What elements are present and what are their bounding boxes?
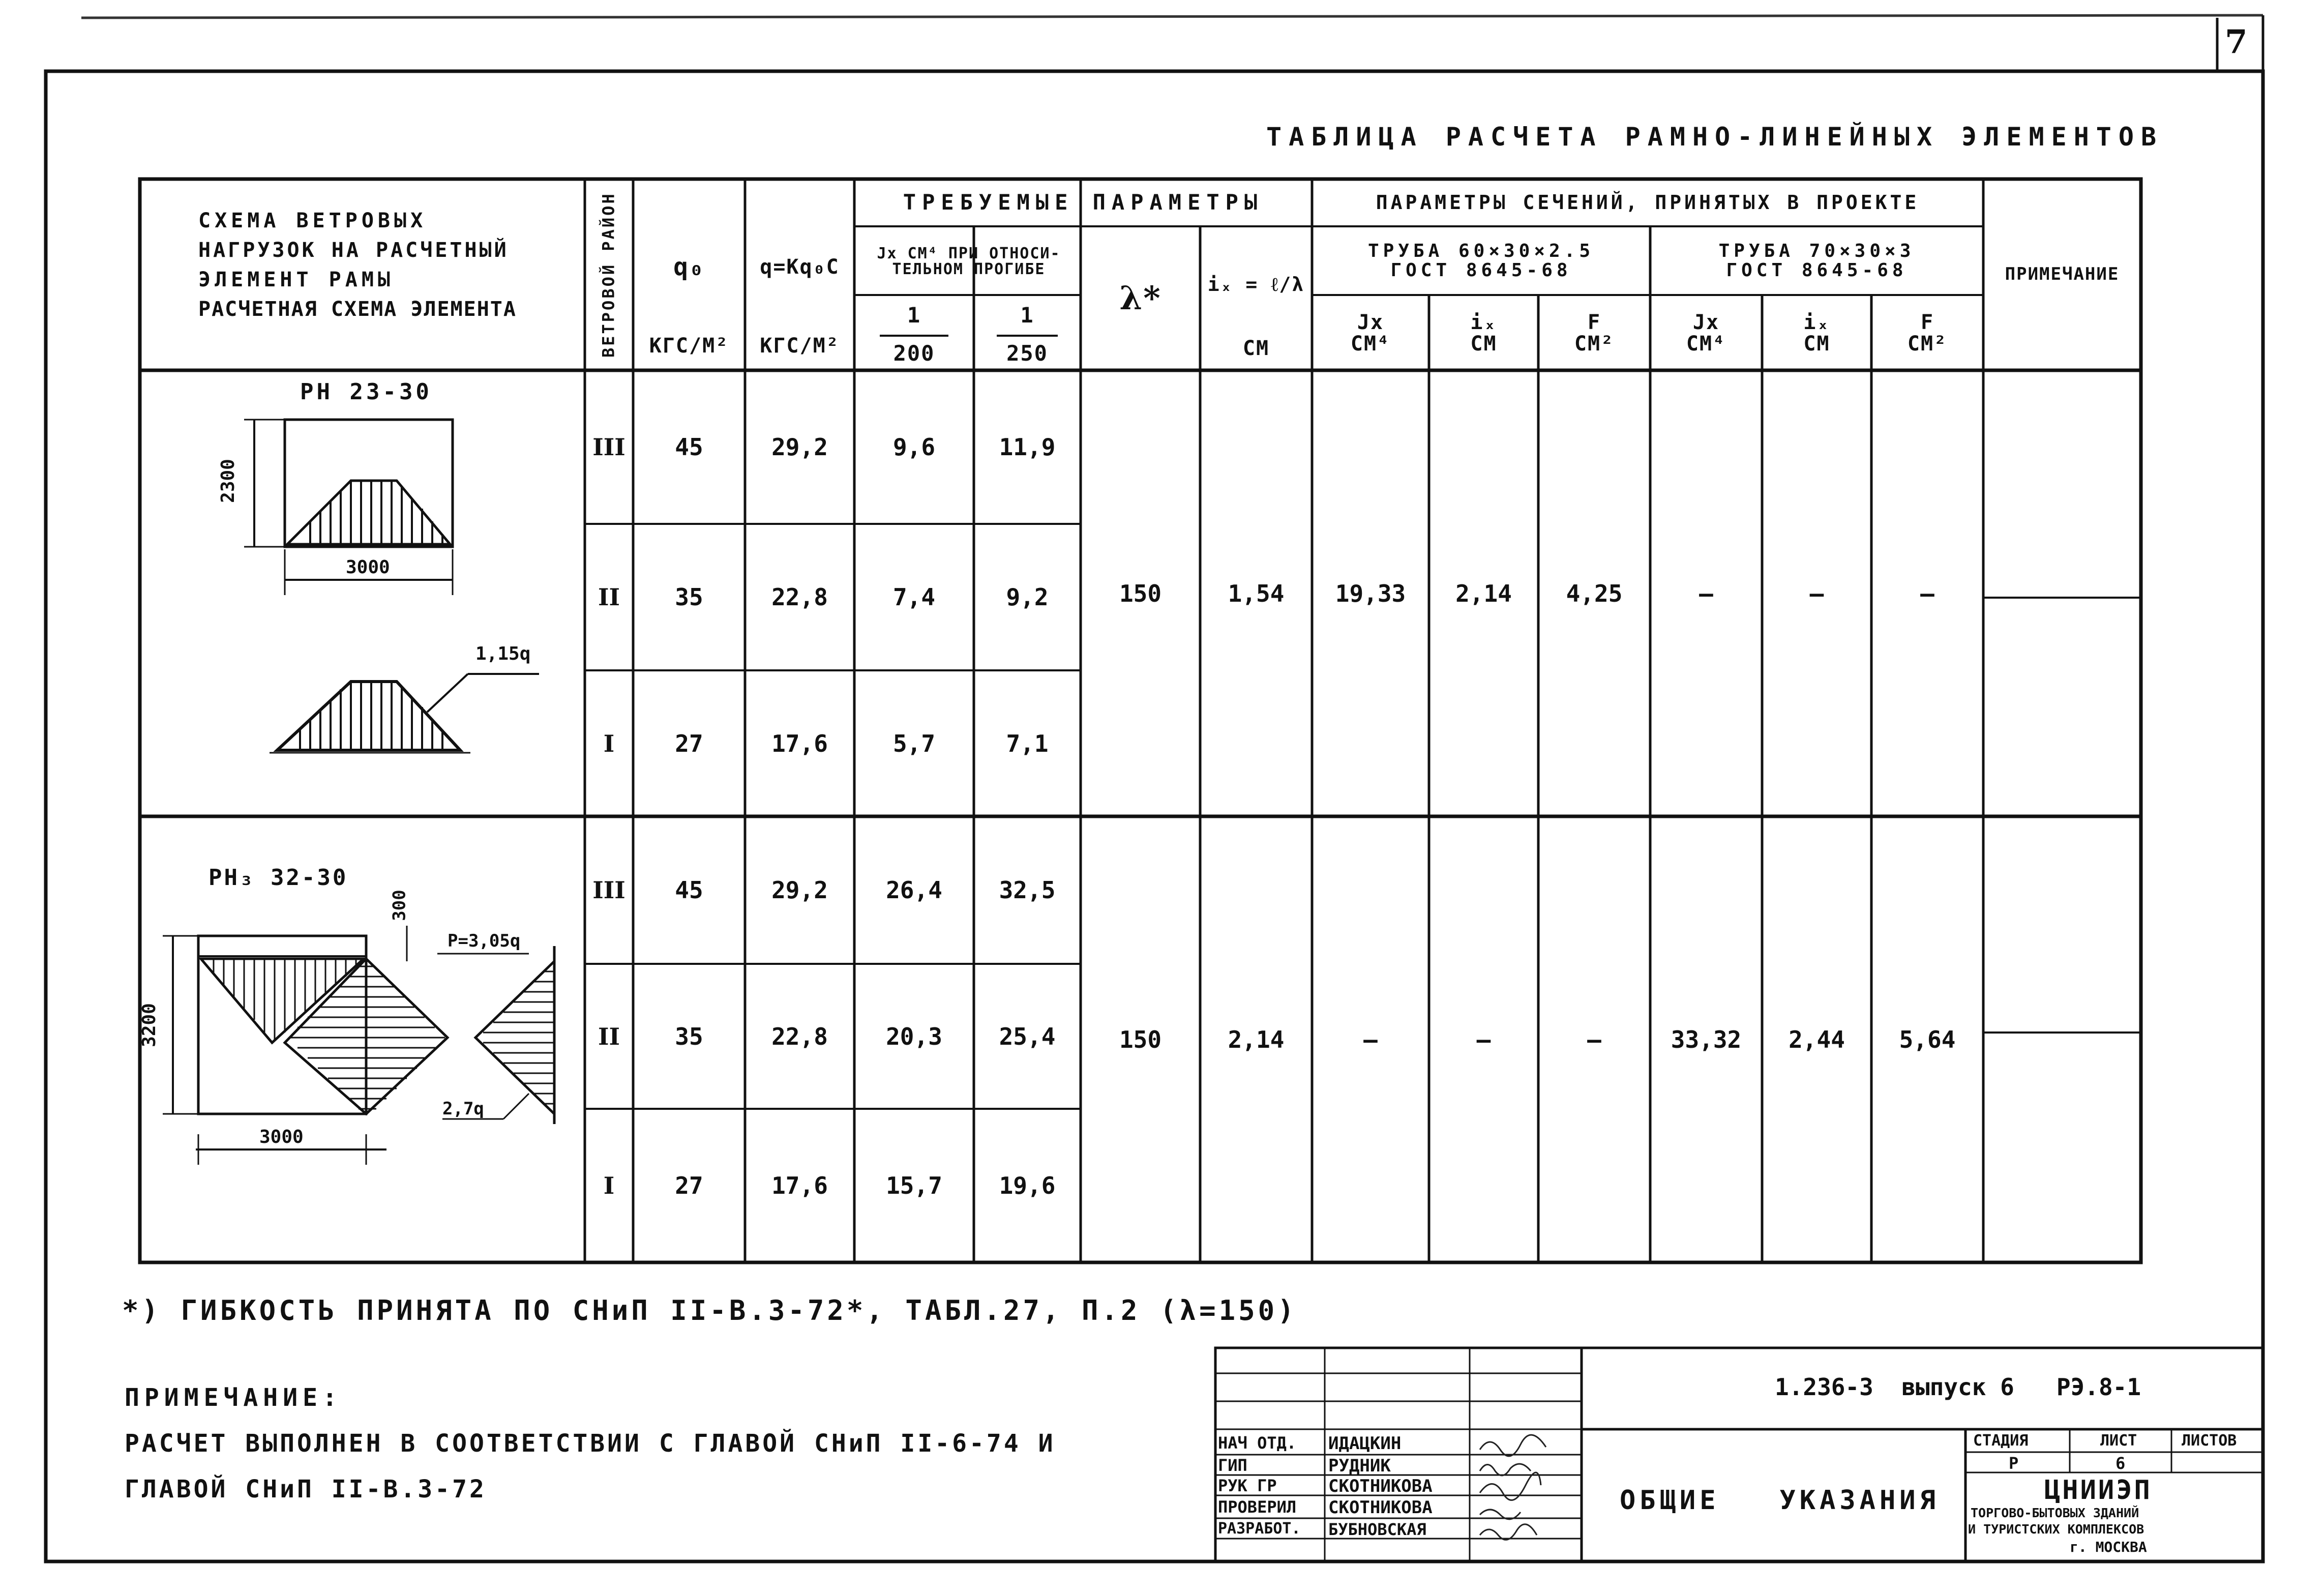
header-scheme-line1: СХЕМА ВЕТРОВЫХ <box>198 209 427 232</box>
header-ix-unit: СМ <box>1242 337 1270 360</box>
header-q: q=Kq₀C <box>760 255 840 279</box>
g1-r1-region: III <box>592 433 625 461</box>
table-title: ТАБЛИЦА РАСЧЕТА РАМНО-ЛИНЕЙНЫХ ЭЛЕМЕНТОВ <box>1266 122 2164 152</box>
header-section-params: ПАРАМЕТРЫ СЕЧЕНИЙ, ПРИНЯТЫХ В ПРОЕКТЕ <box>1376 191 1920 214</box>
g2-r1-q: 29,2 <box>771 876 828 904</box>
g1-r2-j250: 9,2 <box>1006 583 1049 611</box>
header-pipe1-jx-label: Jx <box>1357 311 1384 334</box>
tb-role-4: ПРОВЕРИЛ <box>1218 1497 1297 1517</box>
header-frac2-num: 1 <box>1020 302 1034 328</box>
scheme2-name: РН₃ 32-30 <box>208 865 348 891</box>
header-scheme-line3: ЭЛЕМЕНТ РАМЫ <box>198 268 394 291</box>
header-pipe1-ix-unit: СМ <box>1470 332 1497 356</box>
g2-r1-q0: 45 <box>675 876 703 904</box>
tb-name-3: СКОТНИКОВА <box>1328 1476 1433 1496</box>
g2-r2-region: II <box>598 1022 620 1050</box>
scheme1-name: РН 23-30 <box>300 379 432 405</box>
g1-pipe1-ix: 2,14 <box>1455 579 1512 607</box>
header-scheme-line2: НАГРУЗОК НА РАСЧЕТНЫЙ <box>198 239 509 262</box>
header-pipe2-jx-unit: СМ⁴ <box>1686 332 1726 356</box>
g2-lambda: 150 <box>1119 1025 1162 1053</box>
scheme2-dim-top: 300 <box>389 890 410 921</box>
g1-pipe2-jx: — <box>1699 579 1713 607</box>
tb-stage: Р <box>2009 1454 2019 1473</box>
tb-role-1: НАЧ ОТД. <box>1218 1433 1297 1453</box>
tb-name-1: ИДАЦКИН <box>1328 1433 1402 1454</box>
g1-pipe1-jx: 19,33 <box>1335 579 1406 607</box>
header-pipe2-jx-label: Jx <box>1692 311 1720 334</box>
header-pipe1-line2: ГОСТ 8645-68 <box>1390 260 1572 281</box>
header-pipe2-f-unit: СМ² <box>1907 332 1948 356</box>
g2-r2-j250: 25,4 <box>999 1022 1056 1050</box>
header-pipe2-ix-unit: СМ <box>1803 332 1830 356</box>
g1-r3-j200: 5,7 <box>892 729 936 757</box>
page-number: 7 <box>2225 23 2248 61</box>
org-name: ЦНИИЭП <box>2044 1475 2152 1506</box>
footnote: *) ГИБКОСТЬ ПРИНЯТА ПО СНиП II-В.3-72*, ТАБЛ.27, П.2 (λ=150) <box>122 1294 1297 1326</box>
header-pipe2-f-label: F <box>1920 311 1934 334</box>
g1-r3-q: 17,6 <box>771 729 828 757</box>
header-pipe2-line1: ТРУБА 70×30×3 <box>1718 241 1915 262</box>
scheme1-dim-width: 3000 <box>346 557 390 578</box>
header-pipe1-line1: ТРУБА 60×30×2.5 <box>1367 241 1595 262</box>
g1-pipe2-f: — <box>1920 579 1934 607</box>
g2-r3-j250: 19,6 <box>999 1172 1056 1199</box>
header-required-params: ТРЕБУЕМЫЕ ПАРАМЕТРЫ <box>903 190 1264 215</box>
remark-title: ПРИМЕЧАНИЕ: <box>125 1383 342 1412</box>
header-pipe1-f <box>1538 298 1650 369</box>
g1-r1-q: 29,2 <box>771 433 828 461</box>
sheet-name: ОБЩИЕ УКАЗАНИЯ <box>1620 1485 1940 1516</box>
org-line3: И ТУРИСТСКИХ КОМПЛЕКСОВ <box>1968 1522 2144 1537</box>
header-pipe2-line2: ГОСТ 8645-68 <box>1726 260 1908 281</box>
header-pipe2-ix <box>1762 298 1871 369</box>
header-pipe2-ix-label: iₓ <box>1803 311 1830 334</box>
g2-r3-q: 17,6 <box>771 1172 828 1199</box>
tb-role-5: РАЗРАБОТ. <box>1218 1520 1301 1538</box>
g1-lambda: 150 <box>1119 579 1162 607</box>
header-frac1-num: 1 <box>907 302 921 328</box>
header-scheme-line4: РАСЧЕТНАЯ СХЕМА ЭЛЕМЕНТА <box>198 298 517 321</box>
g1-r3-region: I <box>603 729 615 757</box>
header-pipe1-f-unit: СМ² <box>1574 332 1615 356</box>
org-line2: ТОРГОВО-БЫТОВЫХ ЗДАНИЙ <box>1971 1506 2139 1520</box>
header-frac2-den: 250 <box>1006 340 1048 366</box>
g1-r1-j200: 9,6 <box>892 433 936 461</box>
scheme1-dim-height: 2300 <box>217 459 239 503</box>
g2-r2-q: 22,8 <box>771 1022 828 1050</box>
g2-pipe2-ix: 2,44 <box>1789 1025 1845 1053</box>
g2-pipe1-jx: — <box>1363 1025 1378 1053</box>
g1-r2-j200: 7,4 <box>892 583 936 611</box>
header-frac1-den: 200 <box>893 340 935 366</box>
header-jx-required: Jx СМ⁴ ПРИ ОТНОСИ- ТЕЛЬНОМ ПРОГИБЕ <box>877 244 1061 278</box>
g2-pipe2-f: 5,64 <box>1899 1025 1956 1053</box>
scheme2-load-label2: 2,7q <box>442 1099 484 1119</box>
g1-ix: 1,54 <box>1228 579 1285 607</box>
tb-name-4: СКОТНИКОВА <box>1328 1497 1433 1518</box>
remark-line2: ГЛАВОЙ СНиП II-В.3-72 <box>125 1475 487 1503</box>
header-pipe1-jx <box>1312 298 1429 369</box>
g2-r3-j200: 15,7 <box>886 1172 942 1199</box>
tb-role-2: ГИП <box>1218 1456 1247 1475</box>
org-line4: г. МОСКВА <box>2070 1539 2147 1555</box>
g1-pipe1-f: 4,25 <box>1566 579 1623 607</box>
tb-name-2: РУДНИК <box>1328 1456 1391 1476</box>
tb-sheet-label: ЛИСТ <box>2100 1432 2137 1450</box>
g2-r2-j200: 20,3 <box>886 1022 942 1050</box>
g1-r1-j250: 11,9 <box>999 433 1056 461</box>
scheme2-load-label: P=3,05q <box>448 931 521 951</box>
tb-sheet: 6 <box>2116 1454 2126 1473</box>
scheme1-load-label: 1,15q <box>475 643 531 664</box>
tb-name-5: БУБНОВСКАЯ <box>1328 1520 1426 1539</box>
g1-r2-q0: 35 <box>675 583 703 611</box>
g2-ix: 2,14 <box>1228 1025 1285 1053</box>
g1-r3-q0: 27 <box>675 729 703 757</box>
header-pipe1-ix <box>1429 298 1538 369</box>
tb-role-3: РУК ГР <box>1218 1476 1277 1495</box>
header-wind-region: ВЕТРОВОЙ РАЙОН <box>599 192 618 358</box>
tb-sheets-label: ЛИСТОВ <box>2182 1432 2237 1450</box>
header-scheme <box>198 206 517 324</box>
header-pipe2-f <box>1871 298 1983 369</box>
header-pipe2-jx <box>1650 298 1762 369</box>
header-pipe1-ix-label: iₓ <box>1470 311 1497 334</box>
header-pipe1 <box>1312 228 1650 294</box>
g1-pipe2-ix: — <box>1809 579 1824 607</box>
header-q0: q₀ <box>673 252 705 281</box>
header-pipe1-f-label: F <box>1587 311 1601 334</box>
header-note: ПРИМЕЧАНИЕ <box>2005 264 2120 285</box>
header-pipe2 <box>1650 228 1983 294</box>
scheme2-dim-height: 3200 <box>138 1003 160 1047</box>
g1-r2-region: II <box>598 583 620 611</box>
tb-stage-label: СТАДИЯ <box>1973 1432 2029 1450</box>
g1-r3-j250: 7,1 <box>1006 729 1049 757</box>
g2-r3-region: I <box>603 1172 615 1199</box>
remark-line1: РАСЧЕТ ВЫПОЛНЕН В СООТВЕТСТВИИ С ГЛАВОЙ СНиП II-6-74 И <box>125 1429 1056 1458</box>
header-q-unit: КГС/М² <box>760 334 840 358</box>
header-q0-unit: КГС/М² <box>649 334 729 358</box>
g2-r1-region: III <box>592 876 625 904</box>
g2-r1-j200: 26,4 <box>886 876 942 904</box>
g2-r3-q0: 27 <box>675 1172 703 1199</box>
g2-pipe1-f: — <box>1587 1025 1601 1053</box>
g1-r1-q0: 45 <box>675 433 703 461</box>
g2-pipe2-jx: 33,32 <box>1671 1025 1742 1053</box>
doc-code: 1.236-3 выпуск 6 РЭ.8-1 <box>1775 1373 2141 1401</box>
g2-pipe1-ix: — <box>1476 1025 1491 1053</box>
g2-r2-q0: 35 <box>675 1022 703 1050</box>
header-pipe1-jx-unit: СМ⁴ <box>1350 332 1391 356</box>
g2-r1-j250: 32,5 <box>999 876 1056 904</box>
header-ix-formula: iₓ = ℓ/λ <box>1207 273 1305 296</box>
g1-r2-q: 22,8 <box>771 583 828 611</box>
scheme2-dim-width: 3000 <box>259 1127 304 1147</box>
header-lambda: λ* <box>1119 279 1161 317</box>
